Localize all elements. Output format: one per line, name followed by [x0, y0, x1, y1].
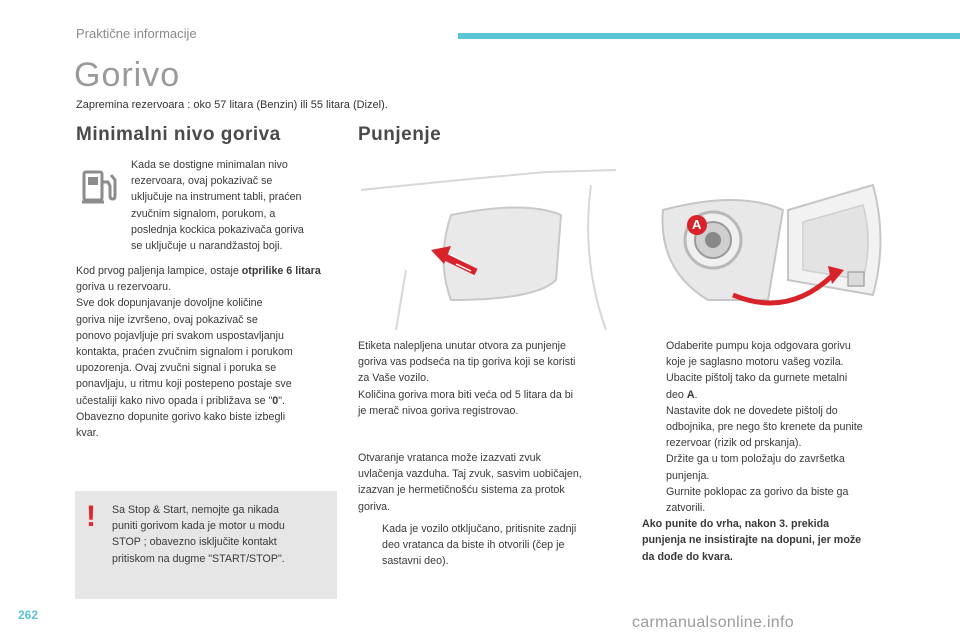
air-noise-paragraph: Otvaranje vratanca može izazvati zvuk uvlačenja vazduha. Taj zvuk, sasvim uobičajen, izazvan je hermetičnošću sistema za protok goriva. [358, 452, 582, 513]
heading-refuelling: Punjenje [358, 124, 442, 145]
step-push-to-stop: Nastavite dok ne dovedete pištolj do [666, 404, 838, 417]
refuel-steps-list: Odaberite pumpu koja odgovara gorivu koje je saglasno motoru vašeg vozila. Ubacite pištolj tako da gurnete metalni deo A. Nastavite dok ne dovedete pištolj do odbojnika, pre nego što krenete da punite rezervoar (rizik od prskanja). Držite ga u tom položaju do završetka punjenja. Gurnite poklopac za gorivo da biste ga zatvorili. Ako punite do vrha, nakon 3. prekida punjenja ne insistirajte na dopuni, jer može da dođe do kvara. [642, 338, 912, 565]
fuel-flap-open-illustration [648, 170, 898, 325]
stop-start-warning-text: Sa Stop & Start, nemojte ga nikada puniti gorivom kada je motor u modu STOP ; obavezno isključite kontakt pritiskom na dugme "START/STOP". [112, 504, 285, 565]
overfill-warning-line-3: da dođe do kvara. [642, 550, 733, 563]
header-accent-bar [458, 33, 960, 39]
label-paragraph: Etiketa nalepljena unutar otvora za punjenje goriva vas podseća na tip goriva koji se koristi za Vaše vozilo. Količina goriva mora biti veća od 5 litara da bi je merač nivoa goriva registrovao. [358, 340, 576, 417]
step-hold-position: Držite ga u tom položaju do završetka [666, 453, 845, 466]
unlock-bullet: Kada je vozilo otključano, pritisnite zadnji deo vratanca da biste ih otvorili (čep je sastavni deo). [382, 523, 577, 568]
watermark: carmanualsonline.info [632, 614, 794, 631]
step-select-pump: Odaberite pumpu koja odgovara gorivu [666, 340, 851, 352]
step-close-flap: Gurnite poklopac za gorivo da biste ga [666, 485, 849, 498]
page-number: 262 [18, 608, 39, 622]
page-title: Gorivo [74, 56, 181, 94]
overfill-warning-line-2: punjenja ne insistirajte na dopuni, jer može [642, 534, 862, 547]
overfill-warning-line-1: Ako punite do vrha, nakon 3. prekida [642, 518, 830, 531]
section-header: Praktične informacije [76, 26, 197, 41]
warning-icon: ! [86, 500, 96, 533]
step-insert-nozzle: Ubacite pištolj tako da gurnete metalni [666, 372, 848, 385]
fuel-pump-icon [80, 168, 120, 213]
heading-minimal-level: Minimalni nivo goriva [76, 124, 281, 145]
page-subtitle: Zapremina rezervoara : oko 57 litara (Benzin) ili 55 litara (Dizel). [76, 99, 388, 111]
label-a-marker: A [686, 214, 708, 241]
fuel-flap-closed-illustration [356, 160, 626, 340]
minimal-level-icon-text: Kada se dostigne minimalan nivo rezervoara, ovaj pokazivač se uključuje na instrument tabli, praćen zvučnim signalom, porukom, a poslednja kockica pokazivača goriva se uključuje u narandžastoj boji. [131, 159, 304, 253]
minimal-level-paragraph: Kod prvog paljenja lampice, ostaje otprilike 6 litara goriva u rezervoaru. Sve dok dopunjavanje dovoljne količine goriva nije izvršeno, ovaj pokazivač se ponovo pojavljuje pri svakom uspostavljanju kontakta, praćen zvučnim signalom i porukom upozorenja. Ovaj zvučni signal i poruka se ponavljaju, u ritmu koji postepeno postaje sve učestaliji kako nivo opada i približava se "0". Obavezno dopunite gorivo kako biste izbegli kvar. [76, 265, 321, 440]
